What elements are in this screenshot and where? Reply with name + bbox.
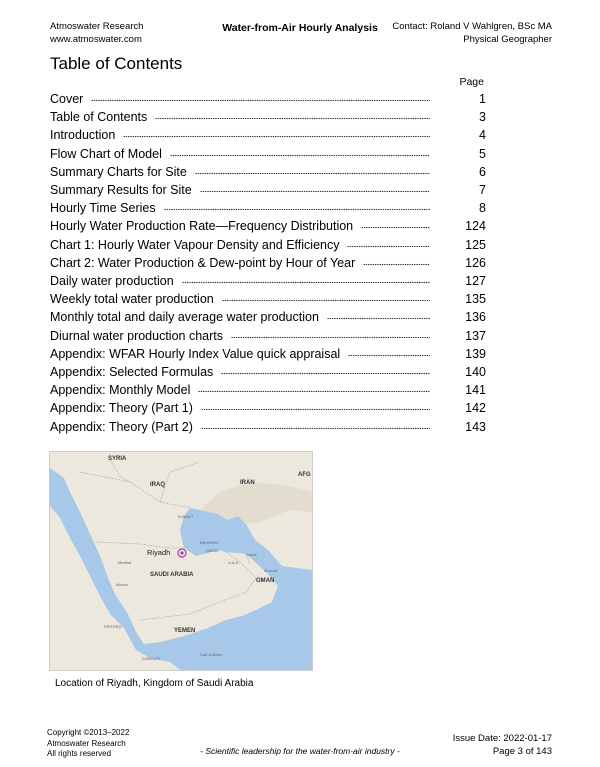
toc-entry[interactable] [50,381,486,399]
toc-entry-page: 5 [479,146,486,161]
footer-right [453,732,552,758]
toc-entry-page: 124 [465,219,486,234]
page-column-label: Page [459,76,484,88]
toc-leader-dots [198,390,430,393]
toc-entry-page: 136 [465,310,486,325]
toc-entry-label: Appendix: Theory (Part 2) [50,419,193,434]
toc-entry-page: 143 [465,419,486,434]
map-label-dubai: Dubai [246,552,257,557]
map-label-iran: IRAN [240,480,255,486]
map-label-djibouti: DJIBOUTI [142,656,161,661]
toc-leader-dots [363,263,430,266]
toc-entry[interactable] [50,163,486,181]
toc-entry[interactable] [50,254,486,272]
toc-entry-label: Cover [50,92,84,106]
map-image [49,451,313,671]
riyadh-marker-dot [180,551,183,554]
toc-entry-label: Appendix: Theory (Part 1) [50,401,193,416]
issue-date: Issue Date: 2022-01-17 [452,733,552,744]
map-label-afg: AFG [298,472,311,478]
website-link[interactable]: www.atmoswater.com [50,34,142,45]
toc-entry[interactable] [50,363,486,381]
toc-entry[interactable] [50,108,486,126]
toc-leader-dots [221,372,430,375]
map-label-saudi: SAUDI ARABIA [150,572,194,578]
footer-org: Atmoswater Research [47,738,126,748]
toc-entry-label: Appendix: Monthly Model [50,383,191,398]
toc-entry[interactable] [50,290,486,308]
toc-entry[interactable] [50,181,486,199]
toc-entry[interactable] [50,399,486,417]
toc-leader-dots [222,299,430,302]
map-label-riyadh: Riyadh [147,548,171,557]
toc-entry-label: Summary Charts for Site [50,164,187,179]
toc-entry-label: Appendix: WFAR Hourly Index Value quick appraisal [50,346,341,361]
toc-entry-page: 4 [479,128,486,143]
toc-entry[interactable] [50,126,486,144]
toc-leader-dots [231,336,430,339]
map-label-eritrea: ERITREA [104,624,122,629]
map-caption: Location of Riyadh, Kingdom of Saudi Arabia [55,678,254,689]
toc-leader-dots [327,317,430,320]
toc-leader-dots [200,190,430,193]
map-label-qatar: QATAR [206,548,220,553]
toc-entry-page: 140 [465,365,486,379]
toc-entry[interactable] [50,217,486,235]
toc-entry-page: 6 [479,164,486,179]
toc-entry-page: 139 [465,346,486,361]
toc-entry-page: 1 [479,92,486,106]
toc-entry[interactable] [50,327,486,345]
map-svg [50,452,312,670]
toc-entry-label: Weekly total water production [50,292,214,307]
toc-entry-label: Hourly Water Production Rate—Frequency Distribution [50,219,354,234]
toc-entry-label: Summary Results for Site [50,183,192,197]
toc-entry-label: Table of Contents [50,110,148,125]
map-label-medina: Medina [118,560,132,565]
toc-entry-page: 127 [465,274,486,288]
toc-entry-label: Introduction [50,128,116,143]
document-title: Water-from-Air Hourly Analysis [222,22,378,34]
toc-entry-page: 3 [479,110,486,125]
toc-leader-dots [123,135,430,138]
rights: All rights reserved [47,749,112,758]
toc-entry[interactable] [50,90,486,108]
org-name: Atmoswater Research [50,21,144,32]
map-label-uae: U.A.E. [228,560,240,565]
toc-entry-label: Flow Chart of Model [50,146,162,161]
page-number: Page 3 of 143 [492,746,552,757]
toc-entry-page: 7 [479,183,486,197]
toc-entry-page: 126 [465,255,486,270]
copyright: Copyright ©2013–2022 [47,728,130,737]
toc-entry-page: 8 [479,201,486,216]
toc-entry[interactable] [50,272,486,290]
toc-entry-label: Hourly Time Series [50,201,156,216]
toc-leader-dots [201,427,430,430]
toc-leader-dots [91,99,430,102]
toc-entry[interactable] [50,199,486,217]
toc-entry-page: 125 [465,237,486,252]
map-label-syria: SYRIA [108,456,127,462]
toc-entry[interactable] [50,145,486,163]
map-label-yemen: YEMEN [174,628,196,634]
toc-entry[interactable] [50,236,486,254]
toc-leader-dots [164,208,430,211]
toc-entry-label: Chart 2: Water Production & Dew-point by Hour of Year [50,255,356,270]
page-title: Table of Contents [50,54,183,73]
toc-entry-label: Monthly total and daily average water production [50,310,319,325]
map-label-gulf-aden: Gulf of Aden [200,652,223,657]
map-label-mecca: Mecca [116,582,128,587]
toc-leader-dots [182,281,430,284]
toc-leader-dots [347,245,430,248]
toc-leader-dots [348,354,430,357]
map-label-kuwait: KUWAIT [178,514,194,519]
toc-leader-dots [201,408,430,411]
toc-entry-label: Daily water production [50,274,174,288]
toc-leader-dots [361,226,430,229]
toc-leader-dots [170,154,430,157]
toc-entry[interactable] [50,308,486,326]
toc-entry-page: 135 [465,292,486,307]
map-label-oman: OMAN [256,578,275,584]
map-label-muscat: Muscat [264,568,277,573]
toc-entry-label: Chart 1: Hourly Water Vapour Density and Efficiency [50,237,340,252]
toc-leader-dots [155,117,430,120]
map-label-iraq: IRAQ [150,482,165,488]
contact-name: Contact: Roland V Wahlgren, BSc MA [392,21,552,32]
map-label-bahrain: BAHRAIN [200,540,218,545]
contact-role: Physical Geographer [463,34,552,45]
toc-leader-dots [195,172,430,175]
toc-entry[interactable] [50,418,486,436]
toc-entry[interactable] [50,345,486,363]
header-right [392,20,552,46]
toc-entry-label: Diurnal water production charts [50,328,223,343]
toc-entry-page: 141 [465,383,486,398]
tagline: - Scientific leadership for the water-from-air industry - [200,746,400,756]
toc-entry-page: 137 [465,328,486,343]
toc-entry-label: Appendix: Selected Formulas [50,365,214,379]
toc-entry-page: 142 [465,401,486,416]
